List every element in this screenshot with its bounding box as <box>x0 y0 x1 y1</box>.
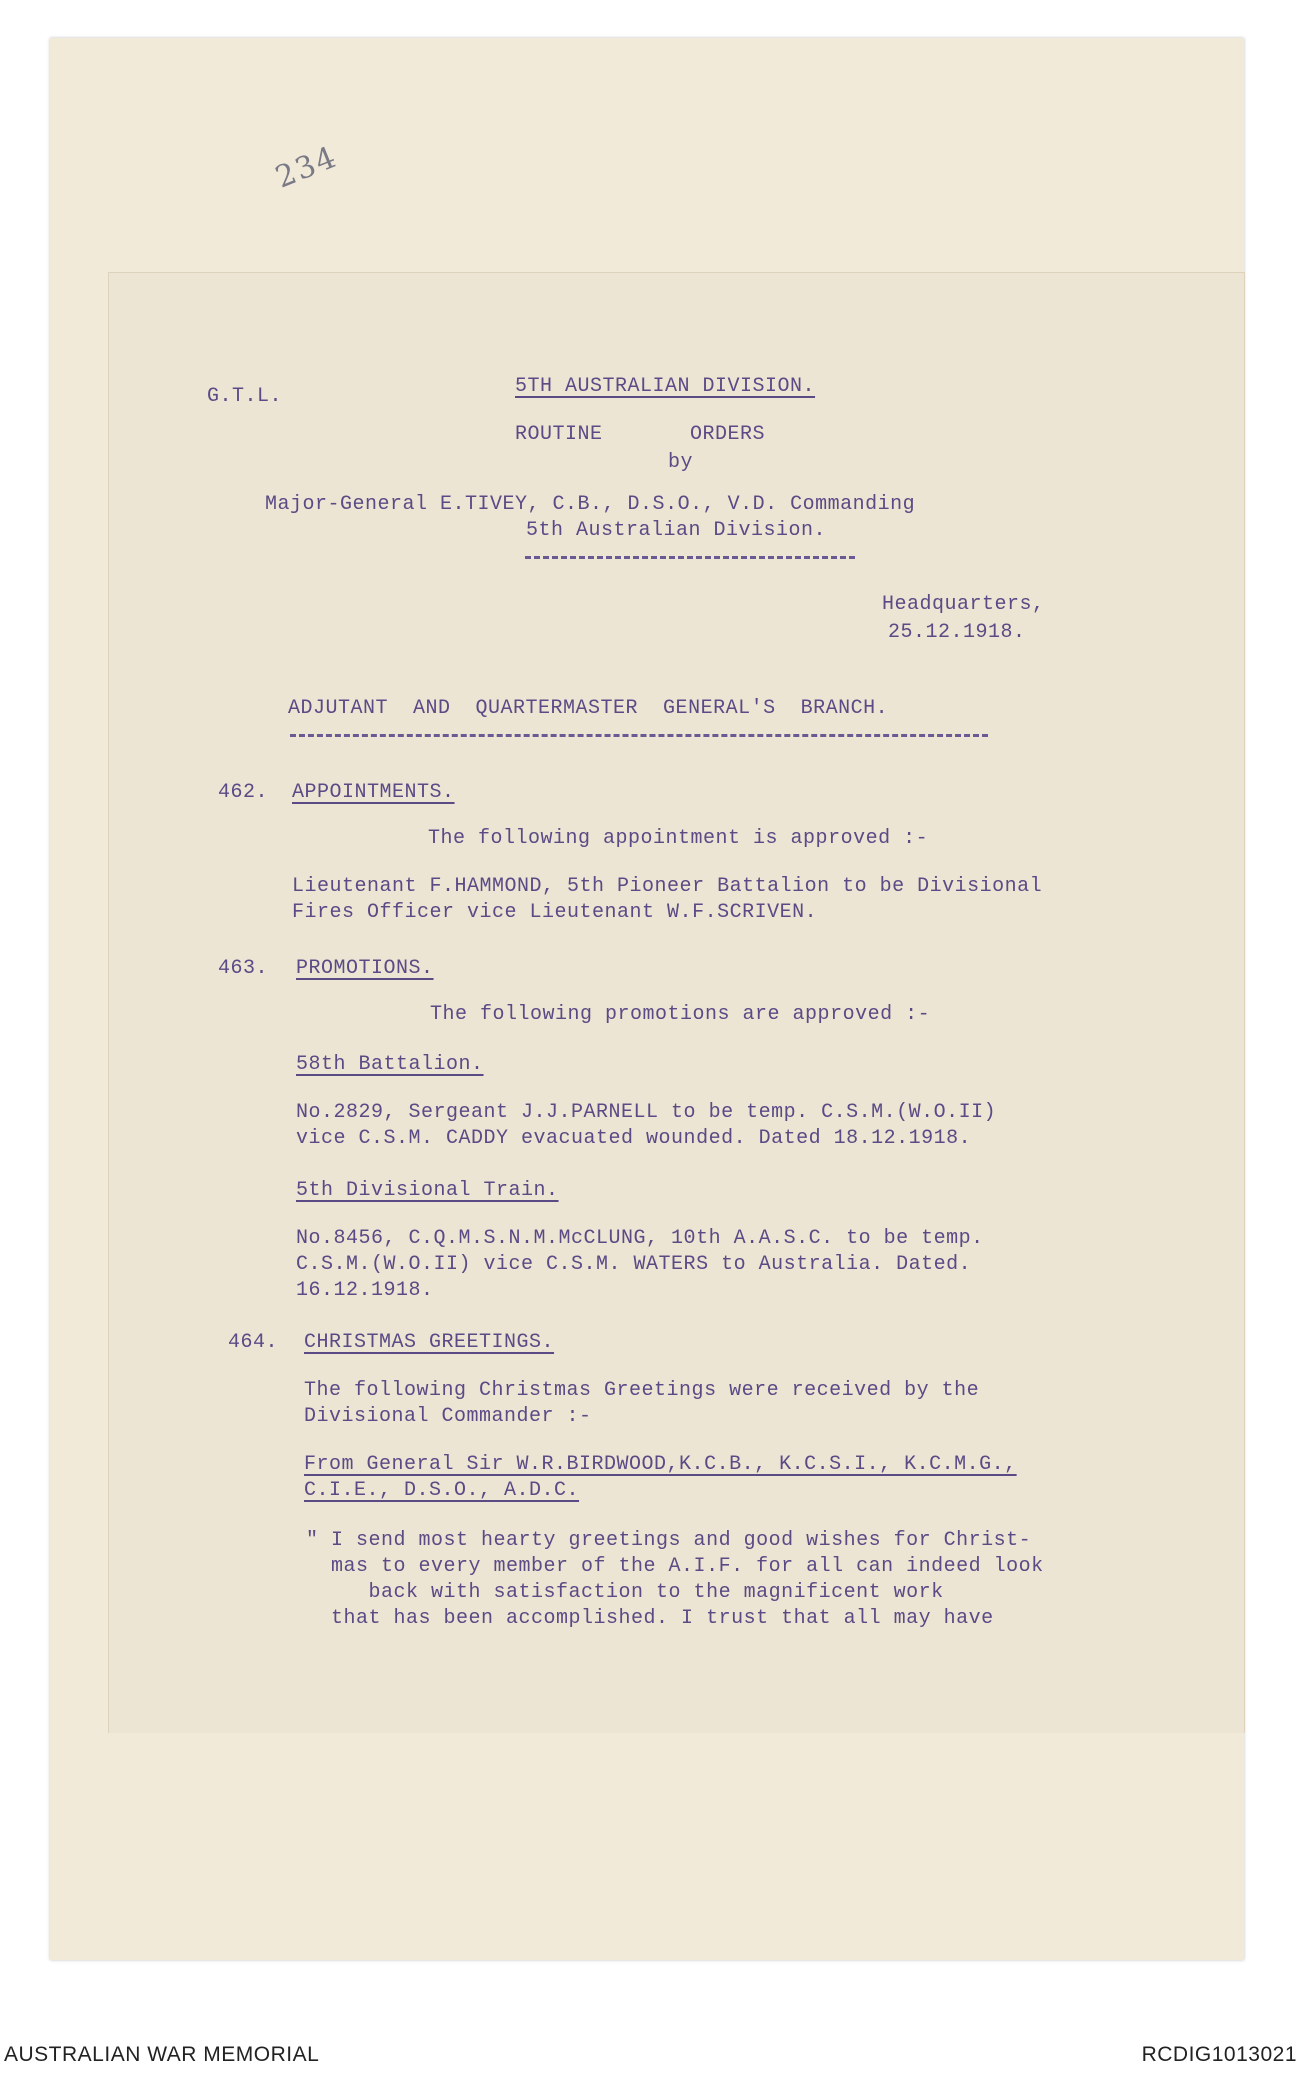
quote-line-2: mas to every member of the A.I.F. for all can indeed look <box>306 1555 1044 1578</box>
section-462-number: 462. <box>218 781 269 804</box>
section-464-from-2: C.I.E., D.S.O., A.D.C. <box>304 1479 580 1502</box>
section-463-sub2-body-1: No.8456, C.Q.M.S.N.M.McCLUNG, 10th A.A.S.C. to be temp. <box>296 1227 984 1250</box>
quote-line-3: back with satisfaction to the magnificent work <box>306 1581 944 1604</box>
section-464-number: 464. <box>228 1331 279 1354</box>
section-463-number: 463. <box>218 957 269 980</box>
section-463-title: PROMOTIONS. <box>296 957 434 980</box>
section-464-intro-2: Divisional Commander :- <box>304 1405 592 1428</box>
section-463-sub1-body-1: No.2829, Sergeant J.J.PARNELL to be temp. C.S.M.(W.O.II) <box>296 1101 997 1124</box>
section-463-intro: The following promotions are approved :- <box>430 1003 931 1026</box>
section-462-body-2: Fires Officer vice Lieutenant W.F.SCRIVEN. <box>292 901 818 924</box>
section-464-intro-1: The following Christmas Greetings were received by the <box>304 1379 980 1402</box>
section-464-title: CHRISTMAS GREETINGS. <box>304 1331 555 1354</box>
section-463-sub1-body-2: vice C.S.M. CADDY evacuated wounded. Dated 18.12.1918. <box>296 1127 972 1150</box>
branch-heading: ADJUTANT AND QUARTERMASTER GENERAL'S BRANCH. <box>288 697 889 720</box>
by-line: by <box>668 451 694 474</box>
section-462-body-1: Lieutenant F.HAMMOND, 5th Pioneer Battalion to be Divisional <box>292 875 1043 898</box>
headquarters: Headquarters, <box>882 593 1045 616</box>
section-462-intro: The following appointment is approved :- <box>428 827 929 850</box>
section-462-title: APPOINTMENTS. <box>292 781 455 804</box>
footer-source: AUSTRALIAN WAR MEMORIAL <box>4 2043 320 2066</box>
handwritten-page-number: 234 <box>270 139 343 196</box>
header-left: G.T.L. <box>207 385 283 408</box>
commander-line-2: 5th Australian Division. <box>526 519 827 542</box>
commander-rule <box>525 556 855 559</box>
date: 25.12.1918. <box>888 621 1026 644</box>
quote-line-1: " I send most hearty greetings and good wishes for Christ- <box>306 1529 1032 1552</box>
section-463-subheading-1: 58th Battalion. <box>296 1053 484 1076</box>
quote-line-4: that has been accomplished. I trust that all may have <box>306 1607 994 1630</box>
branch-rule <box>290 734 988 737</box>
section-463-subheading-2: 5th Divisional Train. <box>296 1179 559 1202</box>
section-463-sub2-body-3: 16.12.1918. <box>296 1279 434 1302</box>
routine-orders-title: ROUTINE ORDERS <box>515 423 766 446</box>
footer-id: RCDIG1013021 <box>1141 2043 1297 2066</box>
section-464-from-1: From General Sir W.R.BIRDWOOD,K.C.B., K.C.S.I., K.C.M.G., <box>304 1453 1017 1476</box>
section-463-sub2-body-2: C.S.M.(W.O.II) vice C.S.M. WATERS to Australia. Dated. <box>296 1253 972 1276</box>
commander-line-1: Major-General E.TIVEY, C.B., D.S.O., V.D. Commanding <box>265 493 916 516</box>
division-heading: 5TH AUSTRALIAN DIVISION. <box>515 375 816 398</box>
